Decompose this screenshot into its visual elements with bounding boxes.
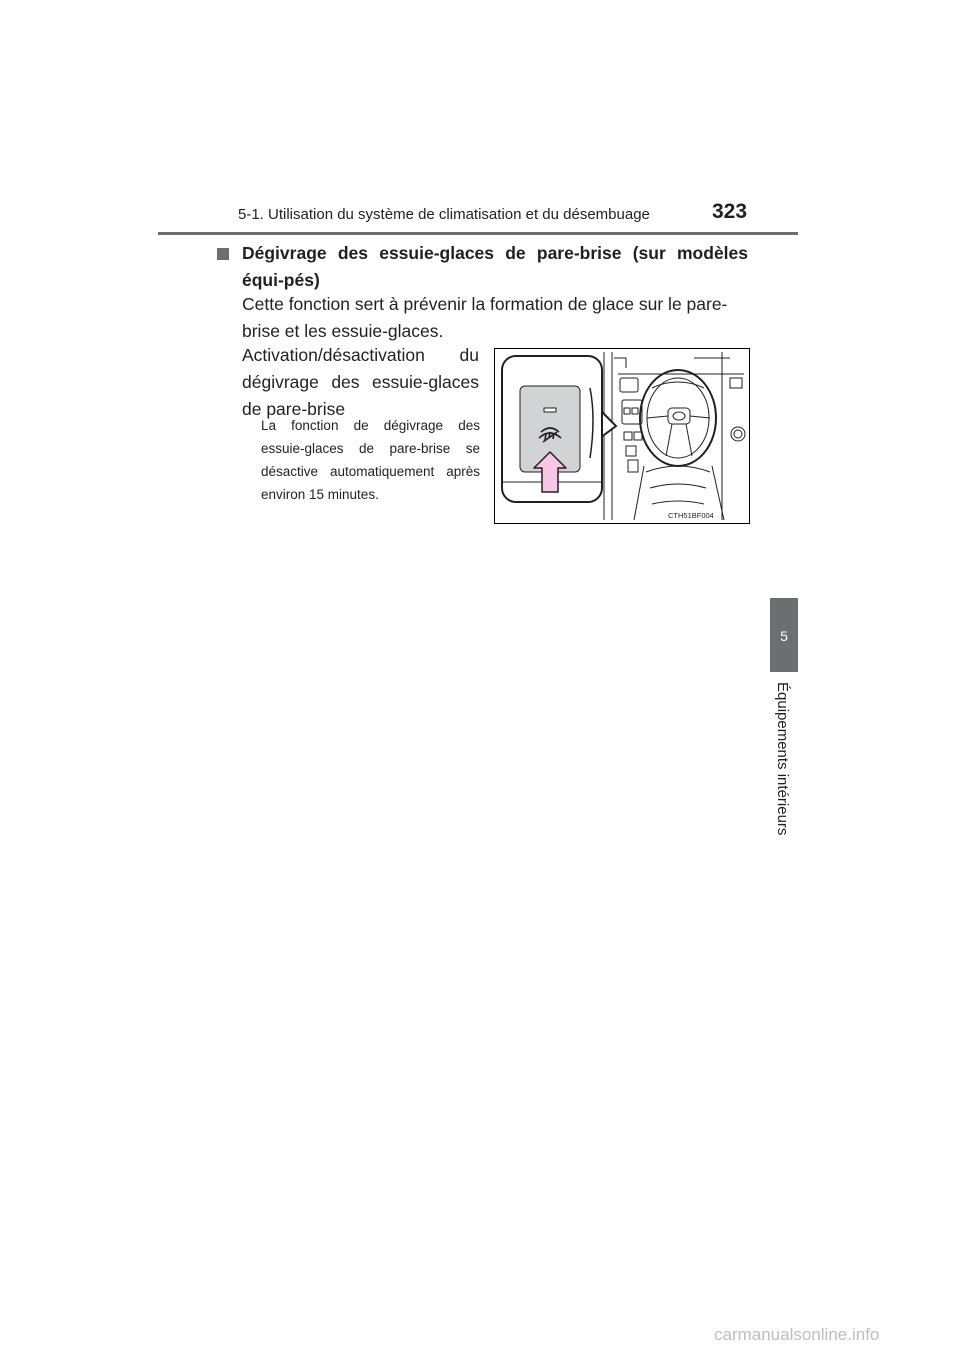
illustration-code: CTH51BF004 bbox=[668, 511, 714, 520]
note-paragraph: La fonction de dégivrage des essuie-glaces de pare-brise se désactive automatiquement après environ 15 minutes. bbox=[261, 418, 480, 502]
indicator-light bbox=[544, 408, 556, 412]
chapter-tab bbox=[770, 598, 798, 672]
running-header-title: 5-1. Utilisation du système de climatisation et du désembuage bbox=[238, 206, 650, 223]
intro-paragraph: Cette fonction sert à prévenir la formation de glace sur le pare-brise et les essuie-glaces. bbox=[242, 294, 728, 341]
watermark: carmanualsonline.info bbox=[714, 1325, 880, 1344]
page-number: 323 bbox=[712, 200, 748, 223]
section-heading bbox=[220, 240, 748, 294]
deicer-switch-illustration bbox=[494, 348, 750, 524]
step-paragraph: Activation/désactivation du dégivrage des essuie-glaces de pare-brise bbox=[242, 345, 479, 419]
header-rule bbox=[158, 232, 798, 235]
chapter-number: 5 bbox=[780, 628, 788, 644]
section-heading-text: Dégivrage des essuie-glaces de pare-brise (sur modèles équi-pés) bbox=[242, 243, 748, 290]
chapter-label: Équipements intérieurs bbox=[774, 682, 791, 836]
heading-square-bullet-icon bbox=[217, 248, 229, 260]
